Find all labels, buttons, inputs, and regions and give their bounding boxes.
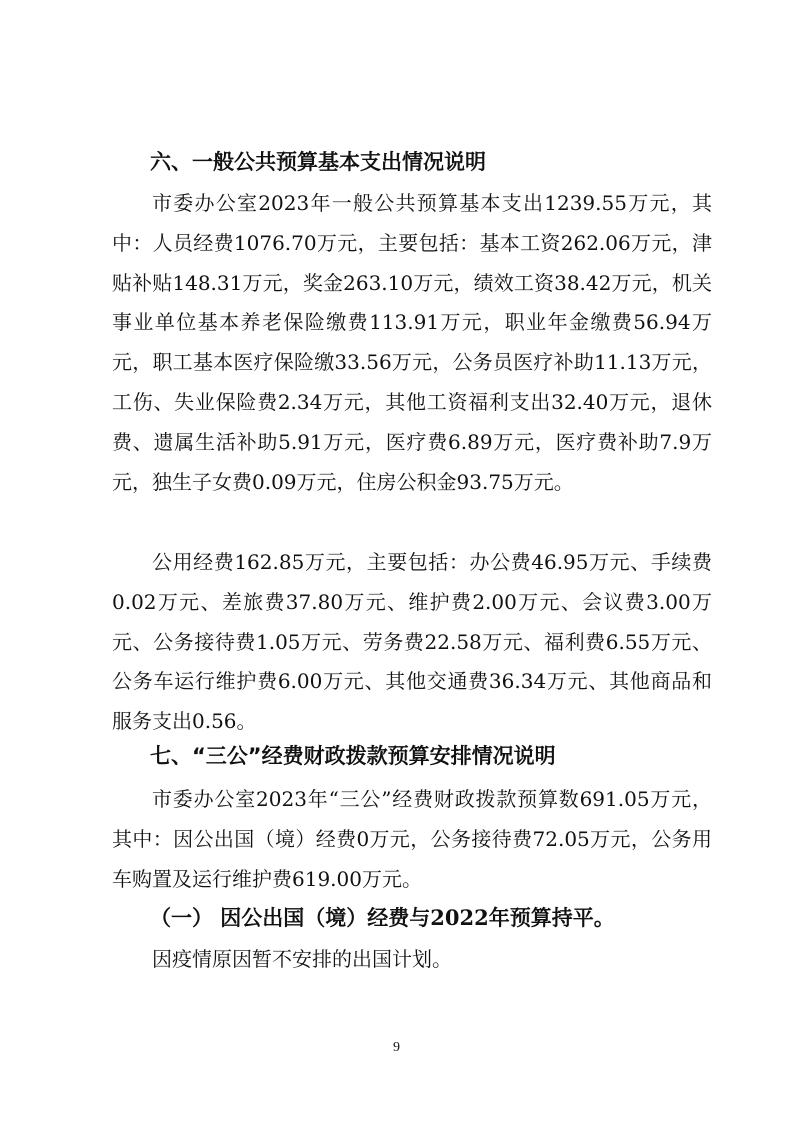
section-6-heading: 六、一般公共预算基本支出情况说明 <box>150 150 486 174</box>
section-6-public-expense-paragraph: 公用经费162.85万元，主要包括：办公费46.95万元、手续费0.02万元、差旅费37.80万元、维护费2.00万元、会议费3.00万元、公务接待费1.05万元、劳务费22.58万元、福利费6.55万元、公务车运行维护费6.00万元、其他交通费36.34万元、其他商品和服务支出0.56。 <box>112 550 712 734</box>
section-6-personnel-paragraph: 市委办公室2023年一般公共预算基本支出1239.55万元，其中：人员经费1076.70万元，主要包括：基本工资262.06万元，津贴补贴148.31万元，奖金263.10万元，绩效工资38.42万元，机关事业单位基本养老保险缴费113.91万元，职业年金缴费56.94万元，职工基本医疗保险缴33.56万元，公务员医疗补助11.13万元，工伤、失业保险费2.34万元，其他工资福利支出32.40万元，退休费、遗属生活补助5.91万元，医疗费6.89万元，医疗费补助7.9万元，独生子女费0.09万元，住房公积金93.75万元。 <box>112 191 712 494</box>
section-7-subsection-1-heading: （一） 因公出国（境）经费与2022年预算持平。 <box>150 905 615 930</box>
section-7-budget-paragraph: 市委办公室2023年“三公”经费财政拨款预算数691.05万元，其中：因公出国（境）经费0万元，公务接待费72.05万元，公务用车购置及运行维护费619.00万元。 <box>112 787 712 891</box>
section-7-subsection-1-body: 因疫情原因暂不安排的出国计划。 <box>152 947 452 971</box>
page-number: 9 <box>393 1040 400 1055</box>
section-7-heading: 七、“三公”经费财政拨款预算安排情况说明 <box>150 744 556 768</box>
